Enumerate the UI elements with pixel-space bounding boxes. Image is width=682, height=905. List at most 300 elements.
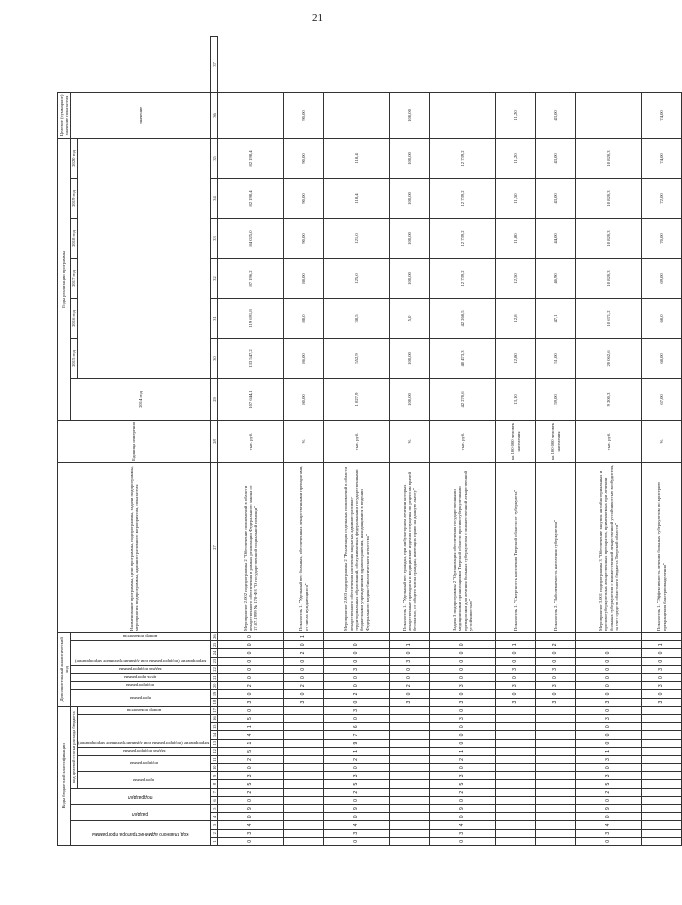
code-cell: 2 — [218, 755, 284, 763]
year-value: 70,00 — [642, 218, 682, 258]
year-value: 12,50 — [496, 258, 536, 298]
code-cell — [642, 772, 682, 780]
table-row — [218, 37, 284, 846]
table-row — [324, 37, 390, 846]
year-value: 72,00 — [642, 178, 682, 218]
row-name: Мероприятие 3.001 подпрограммы 3 "Обеспечение закупок антибактериальных и противотуберкулезных лекарственных препаратов, применяемых при лечении больных туберкулезом с множественной лекарственной устойчивостью возбудителя, за счет средств областного бюджета Тверской области" — [576, 462, 642, 632]
section-header: раздел — [70, 805, 210, 821]
code-cell — [390, 829, 430, 837]
year-value: 125,0 — [324, 258, 390, 298]
year-2014-header: 2014 год — [70, 378, 210, 420]
column-number: 12 — [211, 749, 217, 754]
year-2018-header: 2018 год — [70, 218, 77, 258]
year-value: 68,0 — [642, 298, 682, 338]
year-value: 12 739,2 — [430, 178, 496, 218]
code-cell: 0 — [576, 813, 642, 821]
table-row — [430, 37, 496, 846]
code-cell: 0 — [284, 641, 324, 649]
column-number: 3 — [211, 821, 218, 829]
code-cell: 3 — [218, 829, 284, 837]
rotated-table-sheet — [57, 36, 667, 846]
code-cell: 0 — [218, 641, 284, 649]
code-cell: 0 — [324, 796, 390, 804]
code-cell: 0 — [218, 796, 284, 804]
code-cell — [536, 813, 576, 821]
code-cell: 3 — [576, 715, 642, 723]
code-cell: 0 — [390, 690, 430, 698]
code-cell: 0 — [536, 657, 576, 665]
value-2014: 13,10 — [496, 378, 536, 420]
year-2015-header: 2015 год — [70, 338, 77, 378]
code-cell: 5 — [218, 715, 284, 723]
code-cell — [496, 805, 536, 813]
column-number: 26 — [211, 634, 217, 639]
code-cell — [390, 796, 430, 804]
code-cell — [430, 632, 496, 640]
years-group-header: Годы реализации программы — [58, 138, 71, 420]
column-number: 18 — [211, 699, 217, 705]
code-cell: 0 — [576, 731, 642, 739]
code-cell: 3 — [324, 665, 390, 673]
value-2014: 67,00 — [642, 378, 682, 420]
code-cell: 0 — [390, 673, 430, 681]
code-cell — [390, 813, 430, 821]
year-value: 5,0 — [390, 298, 430, 338]
years-blank-header — [77, 138, 210, 378]
code-cell: 0 — [218, 657, 284, 665]
code-cell: 3 — [496, 665, 536, 673]
column-number: 32 — [211, 258, 218, 298]
row-name: Показатель 1. "Удельный вес граждан, при амбулаторном лечении которых лекарственные препараты и медицинские изделия отпущены по рецептам врачей бесплатно, от общего числа граждан, имеющих право на данную льготу" — [390, 462, 430, 632]
code-cell — [390, 837, 430, 845]
year-value: 88,0 — [284, 298, 324, 338]
value-2014: 59,00 — [536, 378, 576, 420]
table-row — [576, 37, 642, 846]
target-value: 11,20 — [496, 92, 536, 138]
code-cell: 0 — [218, 706, 284, 714]
code-cell — [642, 755, 682, 763]
code-cell: 0 — [218, 837, 284, 845]
code-cell: 0 — [324, 657, 390, 665]
code-cell: 3 — [576, 829, 642, 837]
code-cell: 3 — [496, 682, 536, 690]
code-cell — [536, 796, 576, 804]
row-unit: тыс. руб. — [324, 420, 390, 462]
year-value: 10 820,3 — [576, 178, 642, 218]
code-cell: 9 — [324, 739, 390, 747]
code-cell — [284, 715, 324, 723]
table-rotation-frame — [57, 36, 667, 846]
analytic-event-header: мероприятие (подпрограммы или административное мероприятие) — [70, 641, 210, 666]
target-value — [576, 92, 642, 138]
year-value: 82 198,4 — [218, 138, 284, 178]
year-value: 11,50 — [496, 178, 536, 218]
column-number: 8 — [211, 780, 218, 788]
code-cell: 0 — [430, 690, 496, 698]
row-name: Задача 3 подпрограммы 2 "Организация обеспечения государственными медицинскими организациями Тверской области противотуберкулезными препаратами для лечения больных туберкулезом с множественной лекарственной устойчивостью" — [430, 462, 496, 632]
code-cell: 0 — [430, 665, 496, 673]
code-cell: 9 — [218, 805, 284, 813]
column-number: 23 — [211, 659, 217, 664]
code-cell — [496, 755, 536, 763]
code-cell — [496, 813, 536, 821]
code-cell: 0 — [642, 657, 682, 665]
code-cell: 3 — [430, 698, 496, 706]
code-cell: 0 — [218, 632, 284, 640]
code-cell — [390, 772, 430, 780]
code-cell — [536, 780, 576, 788]
table-body — [218, 37, 682, 846]
code-cell: 6 — [324, 723, 390, 731]
code-cell — [496, 632, 536, 640]
year-2019-header: 2019 год — [70, 178, 77, 218]
code-cell: 0 — [218, 690, 284, 698]
code-cell — [284, 755, 324, 763]
code-cell: 2 — [324, 755, 390, 763]
year-value: 100,00 — [390, 178, 430, 218]
code-cell: 2 — [430, 755, 496, 763]
code-cell: 0 — [430, 723, 496, 731]
row-unit: на 100 000 человек населения — [496, 420, 536, 462]
value-2014: 42 270,6 — [430, 378, 496, 420]
year-value: 118,4 — [324, 138, 390, 178]
value-2014: 100,00 — [390, 378, 430, 420]
code-cell — [536, 788, 576, 796]
code-cell: 3 — [284, 698, 324, 706]
code-cell — [390, 821, 430, 829]
code-cell — [642, 715, 682, 723]
code-cell — [642, 821, 682, 829]
code-cell — [284, 772, 324, 780]
code-cell — [390, 706, 430, 714]
code-cell: 2 — [218, 682, 284, 690]
admin-code-header: код главного администратора программы — [70, 821, 210, 846]
year-value: 121,0 — [324, 218, 390, 258]
code-cell — [536, 747, 576, 755]
code-cell: 0 — [642, 673, 682, 681]
code-cell — [536, 755, 576, 763]
code-cell — [496, 788, 536, 796]
program-table — [57, 36, 682, 846]
code-cell — [536, 723, 576, 731]
code-cell: 3 — [218, 698, 284, 706]
code-cell: 0 — [576, 723, 642, 731]
code-cell — [390, 731, 430, 739]
code-cell: 4 — [576, 821, 642, 829]
year-value: 86,00 — [284, 338, 324, 378]
year-value: 84 025,0 — [218, 218, 284, 258]
code-cell — [284, 813, 324, 821]
code-cell — [536, 739, 576, 747]
code-cell: 0 — [218, 813, 284, 821]
year-value: 69,00 — [642, 258, 682, 298]
year-2016-header: 2016 год — [70, 298, 77, 338]
code-cell — [642, 706, 682, 714]
code-cell: 3 — [390, 698, 430, 706]
analytic-group-header: Дополнительный аналитический код — [58, 632, 71, 706]
code-cell: 0 — [576, 690, 642, 698]
code-cell: 1 — [218, 739, 284, 747]
analytic-indicator-header: номер показателя — [70, 632, 210, 640]
code-cell: 0 — [390, 665, 430, 673]
year-value: 11,20 — [496, 138, 536, 178]
code-cell: 0 — [576, 706, 642, 714]
target-value — [430, 92, 496, 138]
name-header: Наименование программы, цели программы, подпрограммы, задачи подпрограммы, мероприятия подпрограммы, административного мероприятия, показателя — [58, 462, 211, 632]
code-cell: 0 — [284, 657, 324, 665]
column-number: 29 — [211, 378, 218, 420]
code-cell: 0 — [496, 657, 536, 665]
year-value: 90,00 — [284, 218, 324, 258]
code-cell — [576, 632, 642, 640]
code-cell: 0 — [576, 665, 642, 673]
code-cell — [496, 715, 536, 723]
code-cell: 0 — [576, 682, 642, 690]
code-cell: 3 — [324, 829, 390, 837]
row-unit: % — [284, 420, 324, 462]
code-cell — [284, 821, 324, 829]
code-cell — [284, 706, 324, 714]
code-cell — [536, 829, 576, 837]
code-cell — [496, 837, 536, 845]
column-number: 11 — [211, 757, 217, 762]
code-cell — [496, 780, 536, 788]
code-cell — [496, 706, 536, 714]
code-cell: 3 — [430, 829, 496, 837]
year-value: 38,5 — [324, 298, 390, 338]
column-number: 7 — [211, 788, 218, 796]
code-cell — [496, 829, 536, 837]
year-value: 12,8 — [496, 298, 536, 338]
row-name: Показатель 1. "Смертность населения Тверской области от туберкулеза" — [496, 462, 536, 632]
code-cell: 3 — [576, 698, 642, 706]
column-number: 13 — [211, 740, 217, 746]
year-value: 10 820,3 — [576, 218, 642, 258]
code-cell — [536, 731, 576, 739]
row-unit: % — [642, 420, 682, 462]
code-cell: 5 — [430, 780, 496, 788]
code-cell: 0 — [642, 690, 682, 698]
code-cell — [536, 715, 576, 723]
code-cell — [642, 747, 682, 755]
code-cell: 5 — [324, 780, 390, 788]
year-value: 100,00 — [390, 218, 430, 258]
year-value: 20 062,6 — [576, 338, 642, 378]
code-cell — [390, 755, 430, 763]
codes-group-header: Коды бюджетной классификации — [58, 706, 71, 845]
row-unit: тыс. руб. — [576, 420, 642, 462]
code-cell: 0 — [390, 649, 430, 657]
code-cell: 0 — [576, 796, 642, 804]
code-cell: 3 — [642, 682, 682, 690]
code-cell — [284, 764, 324, 772]
year-value: 10 820,3 — [576, 138, 642, 178]
year-value: 100,00 — [390, 258, 430, 298]
year-value: 12,80 — [496, 338, 536, 378]
code-cell — [642, 813, 682, 821]
code-cell — [536, 706, 576, 714]
code-cell: 2 — [284, 649, 324, 657]
code-cell: 0 — [430, 796, 496, 804]
code-cell: 1 — [324, 747, 390, 755]
code-cell: 3 — [642, 698, 682, 706]
row-unit: на 100 000 человек населения — [536, 420, 576, 462]
code-cell: 2 — [430, 788, 496, 796]
code-cell — [496, 796, 536, 804]
column-number: 20 — [211, 683, 217, 688]
code-cell — [576, 641, 642, 649]
code-cell: 0 — [576, 673, 642, 681]
code-cell: 5 — [576, 780, 642, 788]
column-number: 31 — [211, 298, 218, 338]
table-row — [390, 37, 430, 846]
code-cell: 9 — [430, 805, 496, 813]
code-cell: 0 — [576, 837, 642, 845]
year-2017-header: 2017 год — [70, 258, 77, 298]
year-value: 12 739,2 — [430, 218, 496, 258]
code-cell — [390, 747, 430, 755]
code-cell — [642, 788, 682, 796]
code-cell: 3 — [536, 682, 576, 690]
column-number: 34 — [211, 178, 218, 218]
code-cell: 0 — [536, 673, 576, 681]
column-number: 24 — [211, 650, 217, 656]
table-row — [642, 37, 682, 846]
column-number: 37 — [211, 37, 218, 93]
code-cell: 0 — [218, 665, 284, 673]
tc-task-header: задача подпрограммы — [77, 747, 210, 755]
subsection-header: подраздел — [70, 788, 210, 804]
column-number: 30 — [211, 338, 218, 378]
code-cell: 1 — [430, 747, 496, 755]
year-value: 100,00 — [390, 138, 430, 178]
code-cell: 3 — [642, 665, 682, 673]
code-cell: 0 — [430, 641, 496, 649]
column-number: 28 — [211, 420, 218, 462]
code-cell: 2 — [576, 788, 642, 796]
column-number: 15 — [211, 724, 217, 729]
year-value: 12 739,2 — [430, 258, 496, 298]
page-number: 21 — [312, 12, 323, 24]
column-number: 19 — [211, 691, 217, 697]
code-cell: 1 — [576, 747, 642, 755]
code-cell: 0 — [536, 690, 576, 698]
code-cell — [642, 739, 682, 747]
code-cell — [642, 764, 682, 772]
code-cell: 3 — [324, 706, 390, 714]
code-cell: 0 — [218, 673, 284, 681]
target-value: 43,00 — [536, 92, 576, 138]
code-cell: 9 — [576, 805, 642, 813]
code-cell — [284, 739, 324, 747]
analytic-goal-header: цель программы — [70, 673, 210, 681]
year-value: 11,80 — [496, 218, 536, 258]
code-cell — [642, 829, 682, 837]
column-number: 10 — [211, 765, 217, 770]
column-number: 14 — [211, 732, 217, 738]
column-number: 35 — [211, 138, 218, 178]
year-value: 88,00 — [284, 258, 324, 298]
tc-indicator-header: номер показателя — [77, 706, 210, 714]
row-unit: тыс. руб. — [218, 420, 284, 462]
code-cell: 4 — [430, 821, 496, 829]
code-cell: 0 — [576, 739, 642, 747]
tc-event-header: мероприятие (подпрограммы или административное мероприятие) — [77, 715, 210, 748]
analytic-subprogram-header: подпрограмма — [70, 682, 210, 690]
code-cell: 0 — [430, 731, 496, 739]
code-cell: 3 — [430, 772, 496, 780]
code-cell: 3 — [496, 698, 536, 706]
code-cell — [536, 764, 576, 772]
value-2014: 1 827,9 — [324, 378, 390, 420]
code-cell: 3 — [430, 682, 496, 690]
code-cell: 0 — [218, 649, 284, 657]
target-value: 74,00 — [642, 92, 682, 138]
code-cell: 2 — [284, 682, 324, 690]
code-cell — [496, 723, 536, 731]
code-cell: 0 — [324, 698, 390, 706]
year-value: 82 198,4 — [218, 178, 284, 218]
column-number: 4 — [211, 813, 218, 821]
row-name: Мероприятие 2.003 подпрограммы 2 "Реализация отдельных полномочий в области лекарственного обеспечения населения закрытых административно-территориальных образований, обслуживаемых федеральными государственными бюджетными учреждениями здравоохранения, находящимися в ведении Федерального медико-биологического агентства" — [324, 462, 390, 632]
code-cell — [284, 805, 324, 813]
code-cell: 0 — [430, 673, 496, 681]
code-cell: 0 — [324, 682, 390, 690]
code-cell — [496, 739, 536, 747]
code-cell: 0 — [430, 837, 496, 845]
code-cell: 1 — [218, 723, 284, 731]
column-number: 27 — [211, 462, 218, 632]
code-cell — [642, 805, 682, 813]
code-cell — [390, 805, 430, 813]
code-cell: 9 — [324, 805, 390, 813]
year-value: 133 547,2 — [218, 338, 284, 378]
year-value: 47,1 — [536, 298, 576, 338]
code-cell: 1 — [642, 641, 682, 649]
row-unit: тыс. руб. — [430, 420, 496, 462]
code-cell — [390, 739, 430, 747]
code-cell: 2 — [536, 641, 576, 649]
column-number: 2 — [211, 829, 218, 837]
code-cell — [390, 723, 430, 731]
code-cell — [536, 805, 576, 813]
year-value: 68,00 — [642, 338, 682, 378]
target-value: 90,00 — [284, 92, 324, 138]
code-cell: 4 — [324, 821, 390, 829]
year-2020-header: 2020 год — [70, 138, 77, 178]
code-cell — [496, 764, 536, 772]
code-cell — [536, 837, 576, 845]
year-value: 10 820,3 — [576, 258, 642, 298]
code-cell: 0 — [430, 657, 496, 665]
code-cell: 0 — [324, 715, 390, 723]
year-value: 119 691,8 — [218, 298, 284, 338]
code-cell: 3 — [536, 665, 576, 673]
unit-header: Единица измерения — [58, 420, 211, 462]
code-cell — [284, 747, 324, 755]
code-cell — [496, 821, 536, 829]
year-value: 74,00 — [642, 138, 682, 178]
code-cell: 0 — [284, 665, 324, 673]
target-code-header: код целевой статьи расхода бюджета — [70, 706, 77, 788]
code-cell: 0 — [536, 649, 576, 657]
column-number: 16 — [211, 716, 217, 721]
code-cell: 0 — [576, 657, 642, 665]
column-number: 25 — [211, 642, 217, 648]
code-cell: 3 — [576, 755, 642, 763]
code-cell: 0 — [496, 649, 536, 657]
code-cell: 0 — [324, 764, 390, 772]
